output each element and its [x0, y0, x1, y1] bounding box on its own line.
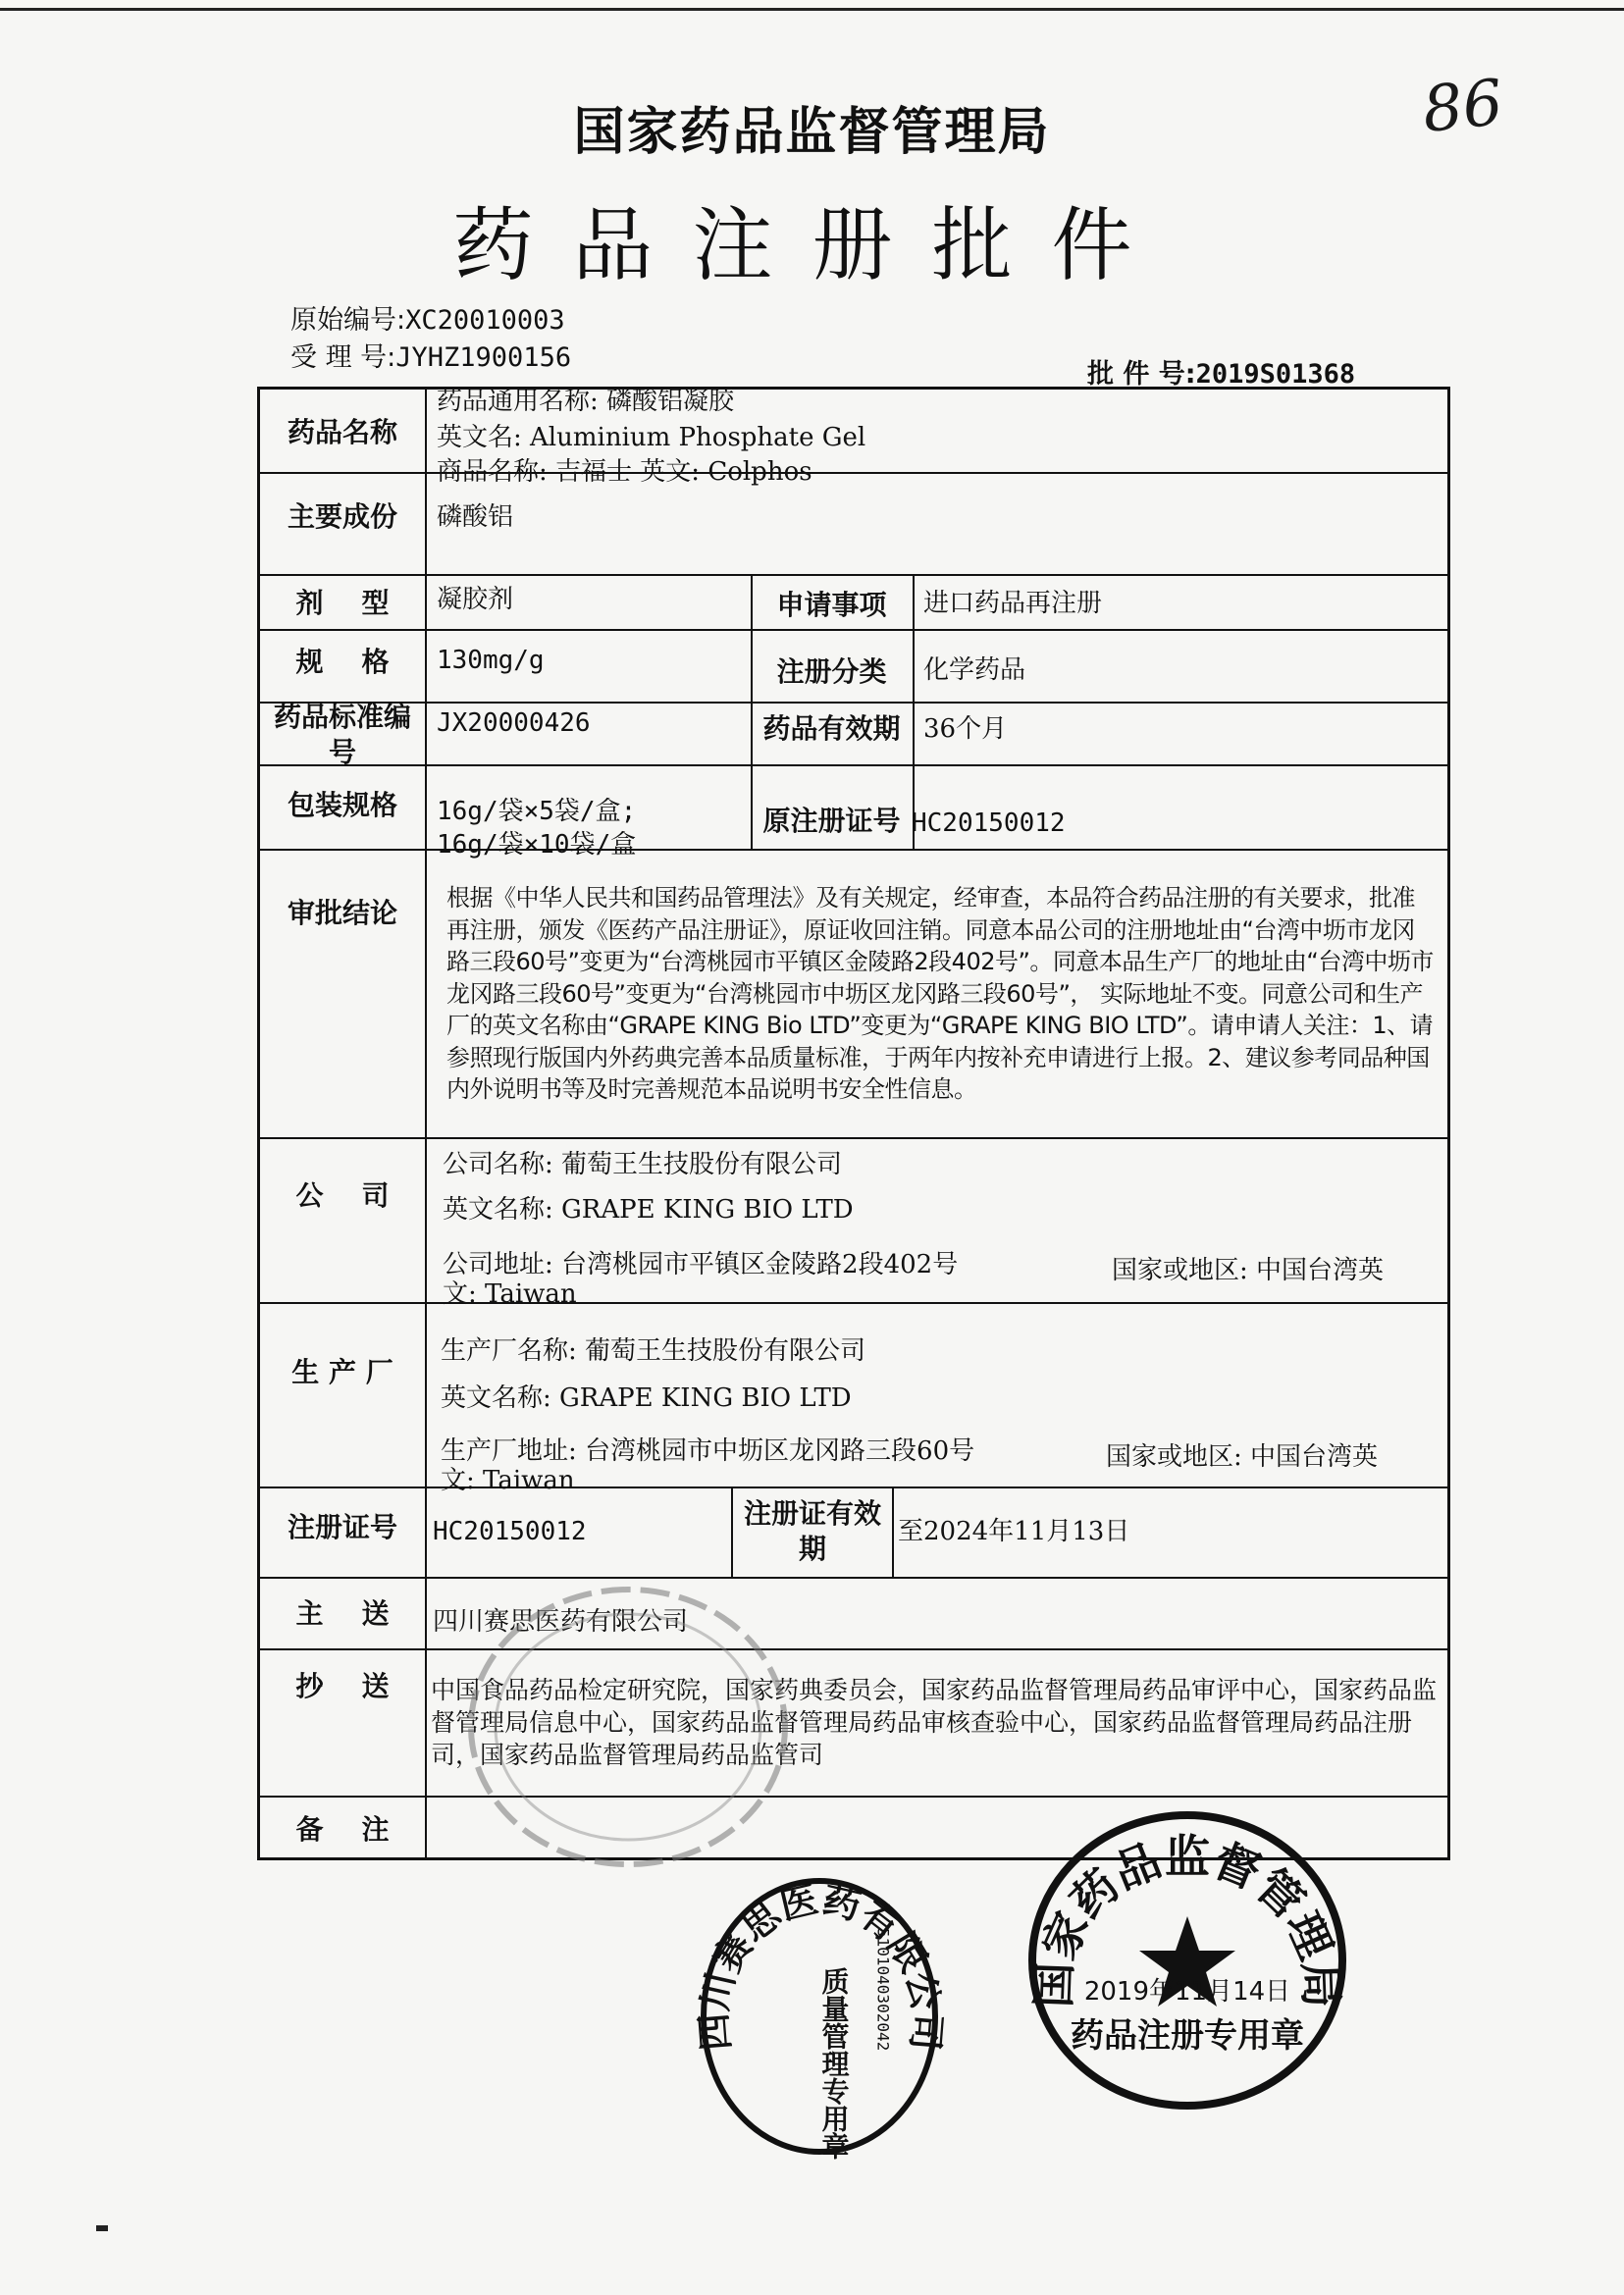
row-divider [260, 629, 1447, 631]
generic-name: 药品通用名称: 磷酸铝凝胶 [437, 387, 735, 416]
mid-column-divider [731, 1487, 733, 1577]
manufacturer-name: 生产厂名称: 葡萄王生技股份有限公司 [441, 1336, 866, 1366]
company-seal-number: 5101040302042 [873, 1928, 893, 2052]
original-number-label: 原始编号: [290, 305, 406, 336]
reg-validity-label: 注册证有效期 [743, 1497, 881, 1565]
row-divider [260, 702, 1447, 704]
english-name: 英文名: Aluminium Phosphate Gel [437, 423, 866, 452]
standard-number-value: JX20000426 [437, 708, 591, 738]
manufacturer-region-cont: 文: Taiwan [441, 1466, 575, 1495]
main-ingredient-value: 磷酸铝 [437, 502, 514, 532]
row-divider [260, 1302, 1447, 1304]
row-divider [260, 1648, 1447, 1650]
remarks-label: 备 注 [295, 1813, 390, 1846]
scan-top-border [0, 8, 1624, 11]
company-address: 公司地址: 台湾桃园市平镇区金陵路2段402号 [443, 1250, 959, 1279]
manufacturer-address: 生产厂地址: 台湾桃园市中坜区龙冈路三段60号 [441, 1436, 975, 1466]
conclusion-label: 审批结论 [287, 897, 397, 929]
dosage-form-label: 剂 型 [295, 587, 390, 619]
faint-seal-inner-ring [496, 1614, 760, 1840]
trade-name: 商品名称: 吉福士 英文: Colphos [437, 457, 812, 487]
company-region-cont: 文: Taiwan [443, 1279, 577, 1309]
manufacturer-region: 国家或地区: 中国台湾英 [1106, 1442, 1379, 1472]
row-divider [260, 574, 1447, 576]
row-divider [260, 1796, 1447, 1798]
original-number [290, 298, 565, 337]
original-reg-value: HC20150012 [912, 808, 1066, 838]
agency-name: 国家药品监督管理局 [573, 103, 1051, 162]
specification-value: 130mg/g [437, 646, 545, 675]
manufacturer-english-name: 英文名称: GRAPE KING BIO LTD [441, 1383, 852, 1413]
main-recipient-label: 主 送 [295, 1597, 390, 1630]
company-region: 国家或地区: 中国台湾英 [1112, 1256, 1385, 1285]
application-item-value: 进口药品再注册 [923, 589, 1103, 618]
company-seal-purpose: 质量管理专用章 [817, 1967, 851, 2160]
mid-column-divider [892, 1487, 894, 1577]
row-divider [260, 764, 1447, 766]
conclusion-text: 根据《中华人民共和国药品管理法》及有关规定，经审查，本品符合药品注册的有关要求，批准再注册，颁发《医药产品注册证》，原证收回注销。同意本品公司的注册地址由“台湾中坜市龙冈路三段60号”变更为“台湾桃园市平镇区金陵路2段402号”。同意本品生产厂的地址由“台湾中坜市龙冈路三段60号”变更为“台湾桃园市中坜区龙冈路三段60号”， 实际地址不变。同意公司和生产厂的英文名称由“GRAPE KING Bio LTD”变更为“GRAPE KING BIO LTD”。请申请人关注：1、请参照现行版国内外药典完善本品质量标准，于两年内按补充申请进行上报。2、建议参考同品种国内外说明书等及时完善规范本品说明书安全性信息。 [446, 884, 1434, 1103]
row-divider [260, 1577, 1447, 1579]
official-seal-name: 国家药品监督管理局 [1026, 1830, 1348, 2009]
faint-seal-ring [471, 1590, 785, 1864]
company-seal-name: 四川赛思医药有限公司 [692, 1877, 949, 2053]
original-reg-label: 原注册证号 [762, 805, 901, 837]
reg-cert-value: HC20150012 [433, 1517, 587, 1546]
official-seal [1021, 1803, 1354, 2117]
manufacturer-label: 生 产 厂 [291, 1356, 393, 1388]
company-name: 公司名称: 葡萄王生技股份有限公司 [443, 1150, 843, 1179]
main-ingredient-label: 主要成份 [287, 500, 397, 533]
original-number-value: XC20010003 [405, 305, 565, 336]
official-seal-purpose: 药品注册专用章 [1071, 2016, 1304, 2056]
standard-number-label: 药品标准编号 [273, 701, 411, 768]
faint-seal [442, 1570, 814, 1884]
drug-name-label: 药品名称 [287, 416, 397, 448]
dosage-form-value: 凝胶剂 [437, 585, 514, 614]
company-label: 公 司 [295, 1179, 390, 1212]
company-seal [687, 1869, 952, 2164]
reg-validity-value: 至2024年11月13日 [898, 1517, 1130, 1546]
cc-text: 中国食品药品检定研究院，国家药典委员会，国家药品监督管理局药品审评中心，国家药品监督管理局信息中心，国家药品监督管理局药品审核查验中心，国家药品监督管理局药品注册司，国家药品监督管理局药品监管司 [431, 1676, 1438, 1769]
company-english-name: 英文名称: GRAPE KING BIO LTD [443, 1195, 854, 1225]
handwritten-page-number: 86 [1419, 66, 1507, 148]
main-recipient-value: 四川赛思医药有限公司 [433, 1607, 689, 1637]
row-divider [260, 1137, 1447, 1139]
validity-label: 药品有效期 [762, 712, 901, 745]
document-title: 药品注册批件 [452, 199, 1172, 292]
cc-label: 抄 送 [295, 1670, 390, 1702]
approval-form-table [257, 387, 1450, 1860]
official-seal-date: 2019年11月14日 [1083, 1977, 1291, 2007]
approval-number-label: 批 件 号: [1087, 359, 1196, 390]
validity-value: 36个月 [923, 714, 1008, 744]
acceptance-number-label: 受 理 号: [290, 342, 396, 373]
specification-label: 规 格 [295, 646, 390, 678]
acceptance-number [290, 336, 571, 374]
reg-cert-label: 注册证号 [287, 1511, 397, 1543]
registration-class-value: 化学药品 [923, 655, 1026, 685]
registration-class-label: 注册分类 [776, 655, 887, 688]
packaging-line-1: 16g/袋×5袋/盒; [437, 797, 637, 826]
row-divider [260, 1487, 1447, 1488]
scan-speck [96, 2225, 108, 2231]
packaging-label: 包装规格 [287, 789, 397, 821]
application-item-label: 申请事项 [776, 589, 887, 621]
label-column-divider [425, 390, 427, 1857]
acceptance-number-value: JYHZ1900156 [395, 342, 572, 373]
packaging-line-2: 16g/袋×10袋/盒 [437, 830, 637, 860]
approval-number-value: 2019S01368 [1195, 359, 1356, 390]
approval-number [1087, 352, 1355, 391]
